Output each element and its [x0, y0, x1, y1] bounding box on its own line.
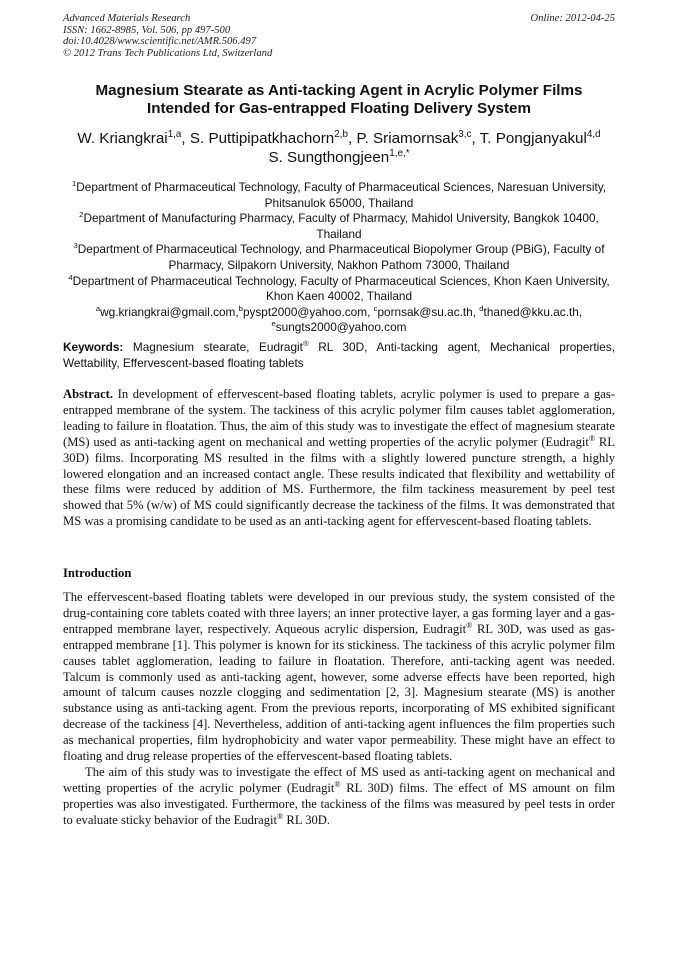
introduction-body — [63, 590, 615, 829]
affiliation-item — [63, 274, 615, 305]
author-separator: , — [347, 130, 357, 147]
email-separator: , — [578, 304, 583, 319]
intro-paragraph-2 — [63, 765, 615, 829]
author-affil-sup: 3,c — [458, 128, 472, 140]
author-affil-sup: 1,a — [167, 128, 182, 140]
email-address[interactable]: pornsak@su.ac.th — [377, 304, 473, 319]
email-list — [63, 305, 615, 336]
abstract — [63, 387, 615, 530]
issn-line: ISSN: 1662-8985, Vol. 506, pp 497-500 — [63, 24, 231, 36]
email-separator: , — [367, 304, 374, 319]
intro-p2-text: The aim of this study was to investigate the effect of MS used as anti-tacking agent on mechanical and wetting properties of the acrylic polymer (Eudragit — [63, 764, 615, 795]
registered-mark: ® — [302, 339, 309, 349]
author-name: T. Pongjanyakul — [479, 130, 587, 147]
registered-mark: ® — [466, 620, 473, 630]
registered-mark: ® — [588, 433, 596, 443]
email-sup: d — [479, 303, 484, 313]
affiliation-text: Department of Pharmaceutical Technology, Faculty of Pharmaceutical Sciences, Khon Kaen University, Khon Kaen 40002, Thailand — [72, 273, 610, 304]
keywords-text-rest: RL 30D, Anti-tacking agent, Mechanical properties, Wettability, Effervescent-based floating tablets — [63, 340, 615, 370]
author-separator: , — [181, 130, 190, 147]
email-address[interactable]: sungts2000@yahoo.com — [275, 320, 407, 335]
email-sup: a — [95, 303, 101, 313]
registered-mark: ® — [277, 811, 284, 821]
affiliation-item — [63, 180, 615, 211]
abstract-label: Abstract. — [63, 387, 114, 401]
intro-p2-text-end: RL 30D. — [283, 812, 331, 827]
registered-mark: ® — [334, 779, 341, 789]
author-name: P. Sriamornsak — [356, 130, 459, 147]
keywords-text: Magnesium stearate, Eudragit — [132, 340, 303, 354]
copyright-line: © 2012 Trans Tech Publications Ltd, Switzerland — [63, 47, 273, 59]
abstract-text: In development of effervescent-based floating tablets, acrylic polymer is used to prepare a gas-entrapped membrane of the system. The tackiness of this acrylic polymer film causes tablet agglomeration, leading to failure in floatation. Thus, the aim of this study was to investigate the effect of magnesium stearate (MS) used as anti-tacking agent on mechanical and wetting properties of the acrylic polymer (Eudragit — [63, 387, 615, 449]
author-affil-sup: 4,d — [586, 128, 601, 140]
author-name: W. Kriangkrai — [77, 130, 168, 147]
title-line-1: Magnesium Stearate as Anti-tacking Agent in Acrylic Polymer Films — [95, 82, 583, 99]
author-affil-sup: 2,b — [334, 128, 348, 140]
author-name: S. Puttipipatkhachorn — [189, 130, 335, 147]
affiliation-text: Department of Manufacturing Pharmacy, Faculty of Pharmacy, Mahidol University, Bangkok 10400, Thailand — [83, 211, 599, 241]
author-name: S. Sungthongjeen — [268, 148, 390, 166]
affiliation-sup: 4 — [68, 272, 73, 282]
intro-p1-text-rest: RL 30D, was used as gas-entrapped membrane [1]. This polymer is known for its stickiness. The tackiness of this acrylic polymer film causes tablet agglomeration, leading to failure in floatation. Therefore, anti-tacking agent was needed. Talcum is commonly used as anti-tacking agent, however, some adverse effects have been reported, high amount of talcum causes nozzle clogging and sedimentation [2, 3]. Magnesium stearate (MS) is another substance using as anti-tacking agent. From the previous reports, incorporating of MS exhibited significant decrease of the tackiness [4]. Nevertheless, addition of anti-tacking agent influences the film properties such as mechanical properties, film hydrophobicity and water vapor permeability. These might have an effect to floating and drug release properties of the effervescent-based floating tablets. — [63, 621, 615, 764]
online-date: Online: 2012-04-25 — [530, 13, 615, 24]
email-sup: b — [238, 303, 243, 313]
intro-paragraph-1 — [63, 590, 615, 765]
email-separator: , — [472, 304, 480, 319]
affiliation-text: Department of Pharmaceutical Technology, and Pharmaceutical Biopolymer Group (PBiG), Faculty of Pharmacy, Silpakorn University, Nakhon Pathom 73000, Thailand — [77, 242, 605, 272]
email-address[interactable]: pyspt2000@yahoo.com — [242, 304, 368, 319]
affiliation-text: Department of Pharmaceutical Technology, Faculty of Pharmaceutical Sciences, Naresuan University, Phitsanulok 65000, Thailand — [76, 180, 607, 210]
email-address[interactable]: wg.kriangkrai@gmail.com — [100, 304, 236, 319]
paper-title — [40, 82, 638, 118]
author-separator: , — [471, 130, 480, 147]
author-list — [40, 130, 638, 167]
author-line-1 — [40, 130, 638, 149]
affiliation-sup: 3 — [73, 241, 78, 251]
author-line-2 — [40, 149, 638, 168]
doi-line: doi:10.4028/www.scientific.net/AMR.506.497 — [63, 36, 257, 47]
title-line-2: Intended for Gas-entrapped Floating Delivery System — [147, 100, 531, 117]
email-address[interactable]: thaned@kku.ac.th — [483, 304, 579, 319]
email-sup: c — [373, 303, 378, 313]
keywords — [63, 340, 615, 371]
journal-header — [63, 13, 615, 59]
email-separator: , — [235, 304, 239, 319]
affiliation-item — [63, 211, 615, 242]
keywords-label: Keywords: — [63, 340, 124, 354]
abstract-text-rest: RL 30D) films. Incorporating MS resulted in the films with a slightly lowered puncture strength, a highly lowered elongation and an increased contact angle. These results indicated that flexibility and wettability of these films were reduced by addition of MS. Furthermore, the film tackiness measurement by peel test showed that 5% (w/w) of MS could significantly decrease the tackiness of the films. It was demonstrated that MS was a promising candidate to be used as an anti-tacking agent for effervescent-based floating tablets. — [63, 434, 615, 529]
affiliation-sup: 2 — [79, 210, 84, 220]
intro-p1-text: The effervescent-based floating tablets were developed in our previous study, the system consisted of the drug-containing core tablets coated with three layers; an inner protective layer, a gas forming layer and a gas-entrapped membrane layer, respectively. Aqueous acrylic dispersion, Eudragit — [63, 590, 615, 636]
affiliation-sup: 1 — [71, 179, 77, 189]
affiliation-item — [63, 242, 615, 273]
introduction-heading: Introduction — [63, 566, 132, 580]
email-sup: e — [271, 319, 276, 329]
author-affil-sup: 1,e,* — [389, 147, 410, 159]
affiliations — [63, 180, 615, 336]
journal-name: Advanced Materials Research — [63, 13, 191, 24]
intro-p2-text-mid: RL 30D) films. The effect of MS amount on film properties was also investigated. Furthermore, the tackiness of the films was measured by peel tests in order to evaluate sticky behavior of the Eudragit — [63, 780, 616, 827]
